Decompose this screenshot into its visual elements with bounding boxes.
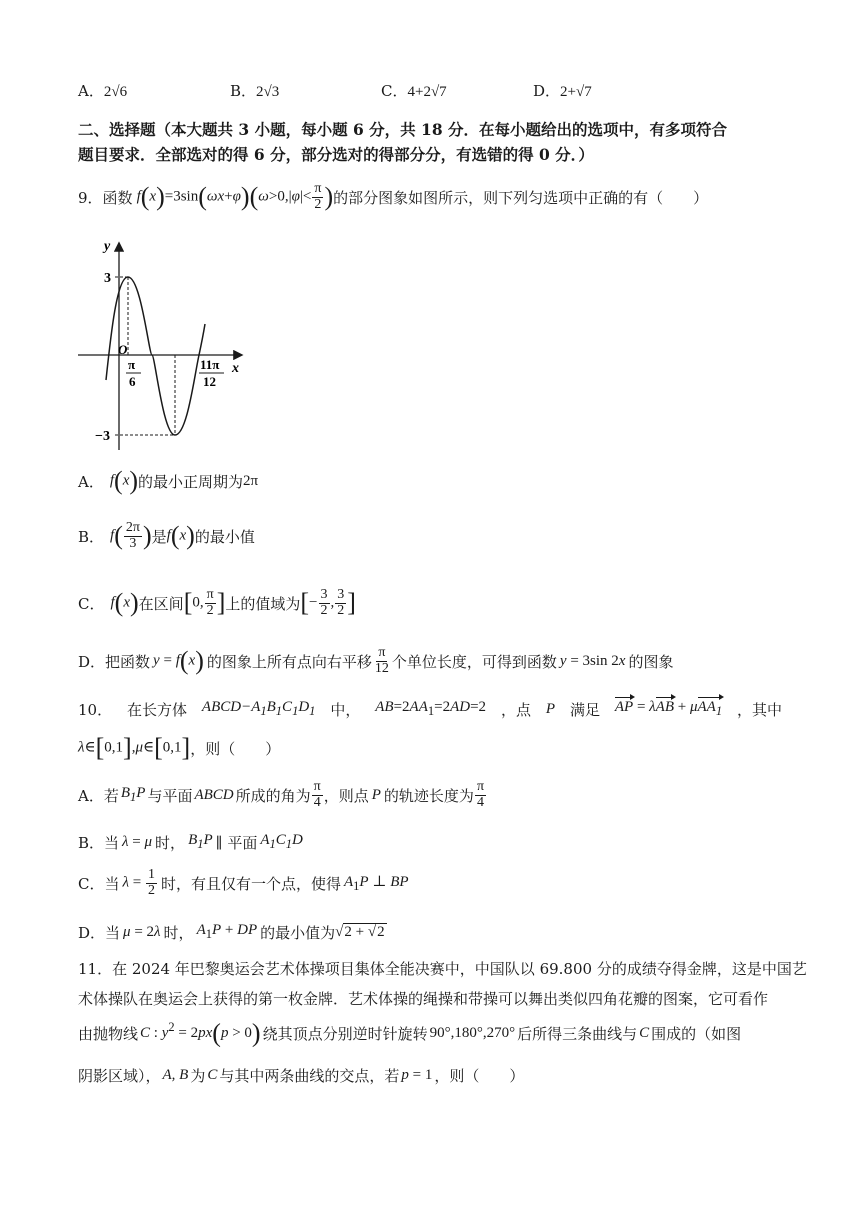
q9-option-d: D． 把函数 y = f(x) 的图象上所有点向右平移 $\frac{\pi}{12}$ 个单位长度，可得到函数 y = 3sin 2x 的图象 — [78, 644, 674, 676]
q10-option-c: C． 当 λ = $\frac{1}{2}$ 时，有且仅有一个点，使得 $A_1P$ ⊥ BP — [78, 866, 409, 898]
q11-line4: 阴影区域）， A, B 为 C 与其中两条曲线的交点，若 p = 1 ，则（ ） — [78, 1066, 525, 1085]
q10-option-a: A． 若 $B_1P$ 与平面 ABCD 所成的角为 $\frac{\pi}{4}$ ，则点 P 的轨迹长度为 $\frac{\pi}{4}$ — [78, 778, 485, 810]
q10-stem-line2: λ∈[0,1],μ∈[0,1] ，则（ ） — [78, 733, 281, 762]
y-min-label: −3 — [95, 429, 110, 444]
tick-pi6-den: 6 — [129, 374, 136, 389]
q11-line3: 由抛物线 C : $y^2 = 2px(p > 0)$ 绕其顶点分别逆时针旋转 90°,180°,270° 后所得三条曲线与 C 围成的（如图 — [78, 1018, 742, 1048]
q10-stem-line1: 10． 在长方体 $ABCD-A_1B_1C_1D_1$ 中， $AB=2AA_1=2AD=2$ ，点 P 满足 AP = λAB + μAA$_1$ ，其中 — [78, 699, 782, 719]
q8-options — [78, 80, 778, 102]
x-axis-label: x — [232, 361, 239, 376]
y-axis-label: y — [104, 239, 111, 254]
q11-line2: 术体操队在奥运会上获得的第一枚金牌．艺术体操的绳操和带操可以舞出类似四角花瓣的图案，它可看作 — [78, 990, 769, 1008]
tick-11pi12-num: 11π — [200, 357, 220, 372]
q9-stem: 9． 函数 f(x)=3sin(ωx+φ)(ω>0,|φ|< $\frac{\pi}{2}$ ) 的部分图象如图所示，则下列匀选项中正确的有（ ） — [78, 180, 709, 212]
q8-option-c: C．4+2√7 — [381, 82, 447, 100]
tick-11pi12-den: 12 — [203, 374, 216, 389]
q9-graph — [75, 238, 250, 453]
q8-option-d: D．2+√7 — [533, 82, 592, 100]
q11-line1: 11．在 2024 年巴黎奥运会艺术体操项目集体全能决赛中，中国队以 69.800 分的成绩夺得金牌，这是中国艺 — [78, 960, 807, 978]
q9-option-b: B． f( $\frac{2\pi}{3}$ ) 是 f(x) 的最小值 — [78, 519, 255, 551]
q9-option-c: C． f(x) 在区间 [0, $\frac{\pi}{2}$ ] 上的值域为 [− $\frac{3}{2}$ , $\frac{3}{2}$ ] — [78, 586, 356, 618]
q8-option-b: B．2√3 — [230, 82, 280, 100]
section2-heading-line1: 二、选择题（本大题共 3 小题，每小题 6 分，共 18 分．在每小题给出的选项中，有多项符合 — [78, 120, 728, 139]
y-max-label: 3 — [104, 271, 111, 286]
section2-heading-line2: 题目要求．全部选对的得 6 分，部分选对的得部分分，有选错的得 0 分．） — [78, 145, 594, 164]
tick-pi6-num: π — [128, 357, 136, 372]
origin-label: O — [118, 342, 128, 357]
q10-option-d: D． 当 μ = 2λ 时， $A_1P$ + DP 的最小值为 √2 + √2 — [78, 922, 385, 942]
q10-option-b: B． 当 λ = μ 时， $B_1P$ ∥ 平面 $A_1C_1D$ — [78, 832, 303, 852]
q9-option-a: A． f(x) 的最小正周期为 2π — [78, 466, 259, 495]
q8-option-a: A．2√6 — [78, 82, 128, 100]
